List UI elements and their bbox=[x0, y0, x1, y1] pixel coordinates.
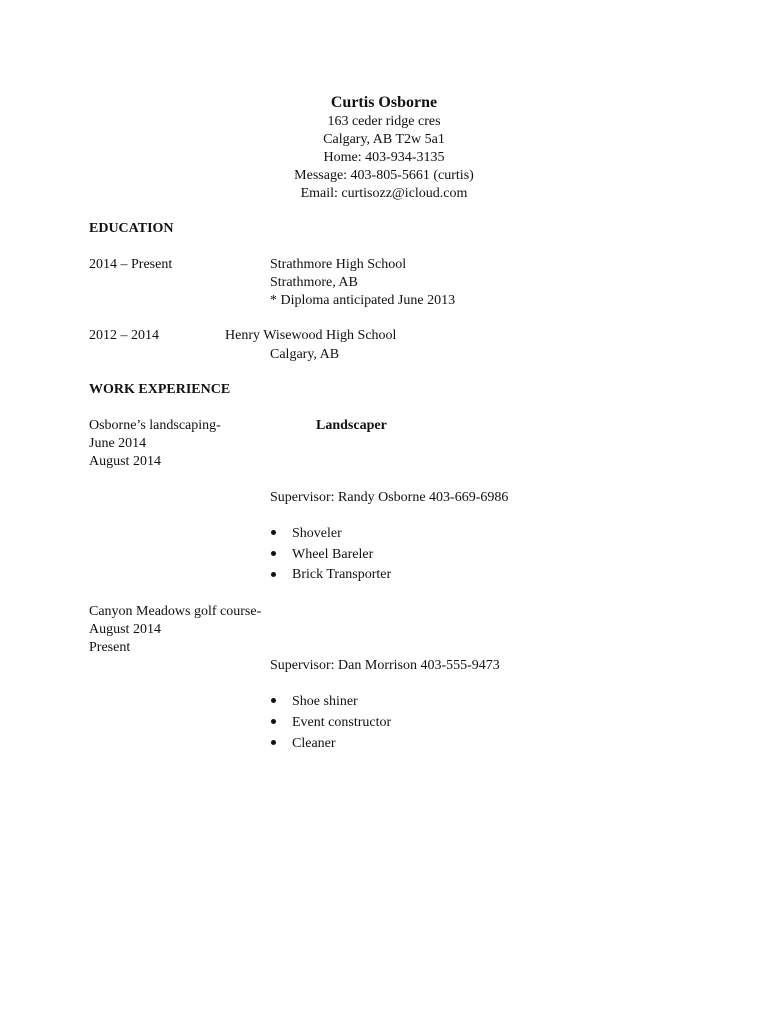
job-title: Landscaper bbox=[316, 418, 387, 433]
address-line-2: Calgary, AB T2w 5a1 bbox=[323, 132, 445, 147]
job-duty: Shoe shiner bbox=[292, 694, 358, 709]
education-heading: EDUCATION bbox=[89, 221, 174, 236]
job-duty: Cleaner bbox=[292, 736, 336, 751]
job-end-date: Present bbox=[89, 640, 131, 655]
job-employer: Osborne’s landscaping- bbox=[89, 418, 221, 433]
job-duty: Shoveler bbox=[292, 526, 342, 541]
bullet-icon bbox=[271, 719, 276, 724]
bullet-icon bbox=[271, 530, 276, 535]
education-school: Henry Wisewood High School bbox=[225, 328, 397, 343]
job-end-date: August 2014 bbox=[89, 454, 161, 469]
job-duty: Event constructor bbox=[292, 715, 392, 730]
job-duty: Wheel Bareler bbox=[292, 547, 374, 562]
job-duty: Brick Transporter bbox=[292, 567, 392, 582]
address-line-1: 163 ceder ridge cres bbox=[327, 114, 441, 129]
candidate-name: Curtis Osborne bbox=[330, 94, 438, 111]
job-start-date: August 2014 bbox=[89, 622, 161, 637]
job-start-date: June 2014 bbox=[89, 436, 147, 451]
education-note: * Diploma anticipated June 2013 bbox=[270, 293, 456, 308]
work-experience-heading: WORK EXPERIENCE bbox=[89, 382, 231, 397]
home-phone: Home: 403-934-3135 bbox=[323, 150, 445, 165]
bullet-icon bbox=[271, 551, 276, 556]
bullet-icon bbox=[271, 698, 276, 703]
education-school: Strathmore High School bbox=[270, 257, 407, 272]
bullet-icon bbox=[271, 572, 276, 577]
education-location: Strathmore, AB bbox=[270, 275, 358, 290]
education-location: Calgary, AB bbox=[270, 347, 340, 362]
job-supervisor: Supervisor: Dan Morrison 403-555-9473 bbox=[270, 658, 500, 673]
education-dates: 2014 – Present bbox=[89, 257, 173, 272]
job-supervisor: Supervisor: Randy Osborne 403-669-6986 bbox=[270, 490, 509, 505]
job-employer: Canyon Meadows golf course- bbox=[89, 604, 262, 619]
education-dates: 2012 – 2014 bbox=[89, 328, 159, 343]
email-address: Email: curtisozz@icloud.com bbox=[300, 186, 468, 201]
bullet-icon bbox=[271, 740, 276, 745]
message-phone: Message: 403-805-5661 (curtis) bbox=[294, 168, 474, 183]
